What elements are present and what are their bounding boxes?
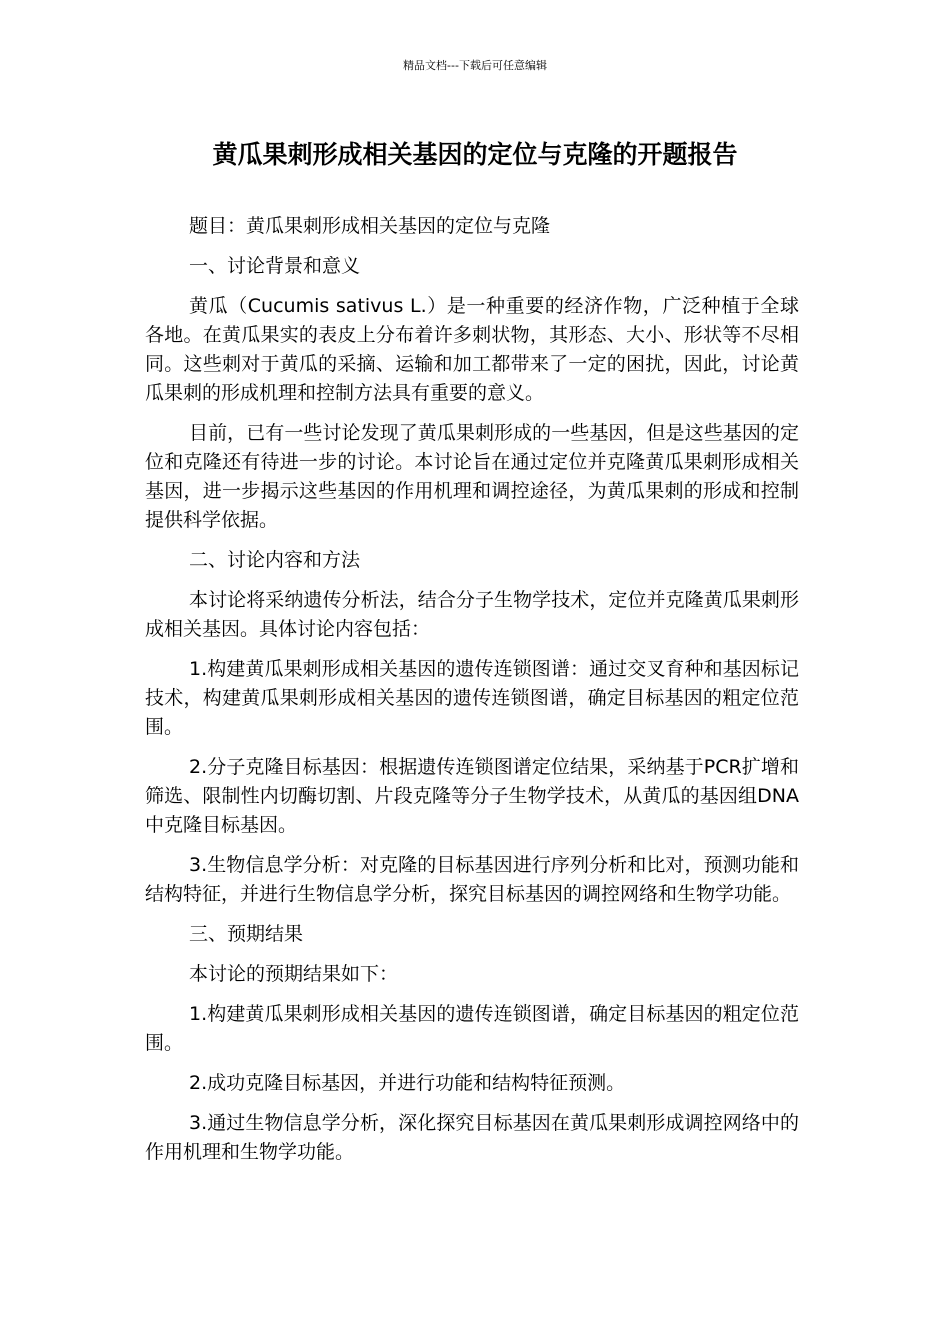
list-item-result-1: 1.构建黄瓜果刺形成相关基因的遗传连锁图谱，确定目标基因的粗定位范围。 [145,1003,799,1054]
list-item-result-3: 3.通过生物信息学分析，深化探究目标基因在黄瓜果刺形成调控网络中的作用机理和生物学功能。 [145,1112,799,1163]
page-title: 黄瓜果刺形成相关基因的定位与克隆的开题报告 [212,140,738,169]
list-item-result-2: 2.成功克隆目标基因，并进行功能和结构特征预测。 [189,1072,626,1094]
list-item-method-1: 1.构建黄瓜果刺形成相关基因的遗传连锁图谱：通过交叉育种和基因标记技术，构建黄瓜果刺形成相关基因的遗传连锁图谱，确定目标基因的粗定位范围。 [145,658,799,738]
section-heading-methods: 二、讨论内容和方法 [189,549,361,571]
paragraph-methods-intro: 本讨论将采纳遗传分析法，结合分子生物学技术，定位并克隆黄瓜果刺形成相关基因。具体讨论内容包括： [145,589,799,640]
paragraph-background-2: 目前，已有一些讨论发现了黄瓜果刺形成的一些基因，但是这些基因的定位和克隆还有待进一步的讨论。本讨论旨在通过定位并克隆黄瓜果刺形成相关基因，进一步揭示这些基因的作用机理和调控途径，为黄瓜果刺的形成和控制提供科学依据。 [145,422,799,531]
paragraph-results-intro: 本讨论的预期结果如下： [189,963,399,985]
paragraph-background-1: 黄瓜（Cucumis sativus L.）是一种重要的经济作物，广泛种植于全球各地。在黄瓜果实的表皮上分布着许多刺状物，其形态、大小、形状等不尽相同。这些刺对于黄瓜的采摘、运输和加工都带来了一定的困扰，因此，讨论黄瓜果刺的形成机理和控制方法具有重要的意义。 [145,295,799,404]
list-item-method-2: 2.分子克隆目标基因：根据遗传连锁图谱定位结果，采纳基于PCR扩增和筛选、限制性内切酶切割、片段克隆等分子生物学技术，从黄瓜的基因组DNA中克隆目标基因。 [145,756,799,836]
section-heading-background: 一、讨论背景和意义 [189,255,361,277]
document-body [145,212,799,1178]
header-note: 精品文档---下载后可任意编辑 [403,59,547,72]
section-heading-results: 三、预期结果 [189,923,304,945]
list-item-method-3: 3.生物信息学分析：对克隆的目标基因进行序列分析和比对，预测功能和结构特征，并进行生物信息学分析，探究目标基因的调控网络和生物学功能。 [145,854,799,905]
subject-line: 题目：黄瓜果刺形成相关基因的定位与克隆 [189,215,551,237]
